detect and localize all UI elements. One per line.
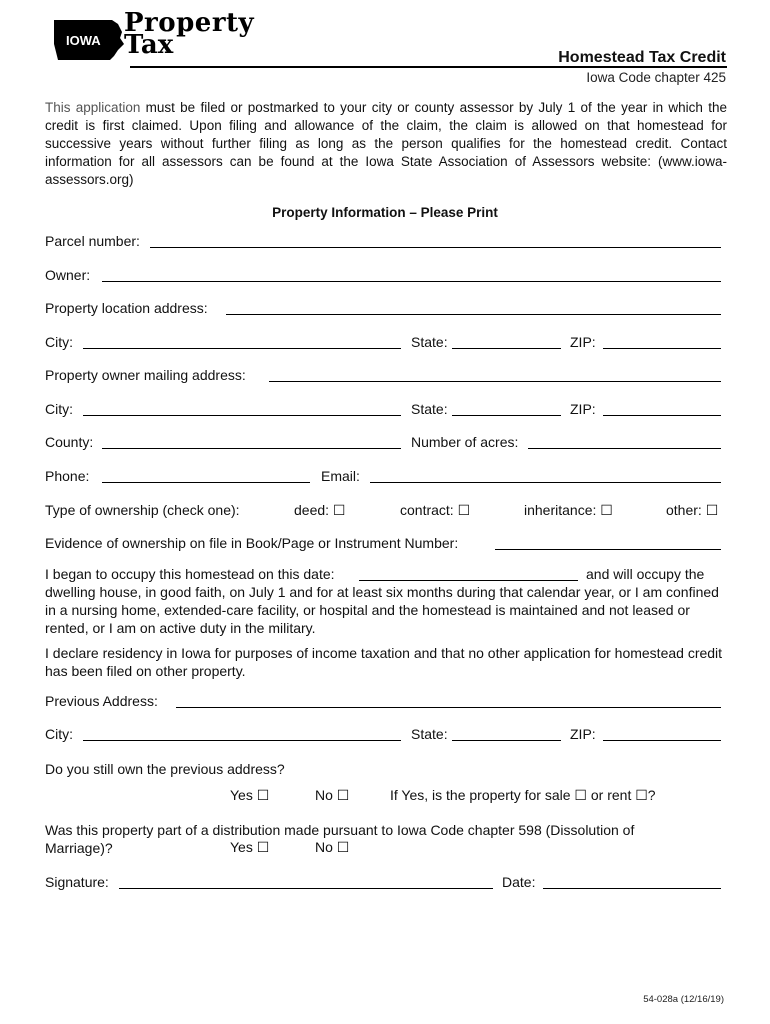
state-field-3[interactable] [452,740,561,741]
city-state-zip-row-1 [45,334,721,352]
zip-label-1: ZIP: [570,334,596,350]
logo-line-1: Property [124,8,255,38]
evidence-field[interactable] [495,549,721,550]
city-state-zip-row-2 [45,401,721,419]
state-field-1[interactable] [452,348,561,349]
document-title: Homestead Tax Credit [558,49,726,66]
state-label-2: State: [411,401,448,417]
occupy-label-start: I began to occupy this homestead on this date: [45,566,335,582]
still-own-no-checkbox[interactable]: No ☐ [315,787,350,803]
owner-label: Owner: [45,267,91,283]
logo-wordmark [124,8,255,60]
zip-field-3[interactable] [603,740,721,741]
occupy-date-field[interactable] [359,580,578,581]
state-field-2[interactable] [452,415,561,416]
state-label-1: State: [411,334,448,350]
city-field-2[interactable] [83,415,401,416]
acres-label: Number of acres: [411,434,519,450]
mailing-field[interactable] [269,381,721,382]
still-own-options-row [45,787,721,805]
location-label: Property location address: [45,300,208,316]
county-label: County: [45,434,94,450]
inheritance-checkbox[interactable]: inheritance: ☐ [524,502,613,518]
phone-label: Phone: [45,468,90,484]
mailing-row [45,367,721,385]
document-subtitle: Iowa Code chapter 425 [586,70,726,85]
parcel-row [45,233,721,251]
evidence-row [45,535,721,553]
phone-field[interactable] [102,482,310,483]
phone-email-row [45,468,721,486]
city-state-zip-row-3 [45,726,721,744]
logo-state-label: IOWA [66,33,101,48]
still-own-question: Do you still own the previous address? [45,761,285,777]
section-heading: Property Information – Please Print [272,205,498,220]
iowa-state-shape-icon [52,14,132,64]
distribution-options-row [45,839,721,857]
zip-field-1[interactable] [603,348,721,349]
county-acres-row [45,434,721,452]
intro-paragraph [45,99,727,189]
sale-rent-question[interactable]: If Yes, is the property for sale ☐ or rent ☐? [390,787,656,803]
other-checkbox[interactable]: other: ☐ [666,502,719,518]
parcel-label: Parcel number: [45,233,140,249]
previous-address-field[interactable] [176,707,721,708]
owner-row [45,267,721,285]
ownership-type-label: Type of ownership (check one): [45,502,240,518]
zip-label-3: ZIP: [570,726,596,742]
date-field[interactable] [543,888,721,889]
date-label: Date: [502,874,536,890]
city-field-1[interactable] [83,348,401,349]
intro-rest: must be filed or postmarked to your city or county assessor by July 1 of the year in which the credit is first claimed. Upon filing and allowance of the claim, the claim is allowed on that homestead for successive years without further filing as long as the person qualifies for the homestead credit. Contact information for all assessors can be found at the Iowa State Association of Assessors website: (www.iowa-assessors.org) [45,100,727,187]
occupy-row [45,566,721,584]
declaration-paragraph: I declare residency in Iowa for purposes of income taxation and that no other application for homestead credit has been filed on other property. [45,645,723,679]
state-label-3: State: [411,726,448,742]
parcel-field[interactable] [150,247,721,248]
contract-checkbox[interactable]: contract: ☐ [400,502,471,518]
location-field[interactable] [226,314,721,315]
county-field[interactable] [102,448,401,449]
distribution-no-checkbox[interactable]: No ☐ [315,839,350,855]
previous-address-row [45,693,721,711]
signature-row [45,874,721,892]
form-number: 54-028a (12/16/19) [643,994,724,1005]
occupy-paragraph: dwelling house, in good faith, on July 1 and for at least six months during that calendar year, or I am confined in a nursing home, extended-care facility, or hospital and the homestead is maintained and not leased or rented, or I am on active duty in the military. [45,584,719,636]
distribution-yes-checkbox[interactable]: Yes ☐ [230,839,270,855]
intro-lead: This application [45,100,141,115]
logo-line-2: Tax [124,30,174,60]
occupy-label-end: and will occupy the [586,566,705,582]
still-own-yes-checkbox[interactable]: Yes ☐ [230,787,270,803]
zip-field-2[interactable] [603,415,721,416]
deed-checkbox[interactable]: deed: ☐ [294,502,346,518]
ownership-type-row [45,502,721,520]
signature-field[interactable] [119,888,493,889]
email-field[interactable] [370,482,721,483]
city-field-3[interactable] [83,740,401,741]
city-label-2: City: [45,401,73,417]
distribution-question: Was this property part of a distribution made pursuant to Iowa Code chapter 598 (Dissolution of Marriage)? [45,822,635,856]
evidence-label: Evidence of ownership on file in Book/Page or Instrument Number: [45,535,459,551]
acres-field[interactable] [528,448,721,449]
signature-label: Signature: [45,874,109,890]
location-row [45,300,721,318]
city-label-3: City: [45,726,73,742]
city-label-1: City: [45,334,73,350]
mailing-label: Property owner mailing address: [45,367,246,383]
zip-label-2: ZIP: [570,401,596,417]
email-label: Email: [321,468,360,484]
previous-address-label: Previous Address: [45,693,158,709]
owner-field[interactable] [102,281,721,282]
